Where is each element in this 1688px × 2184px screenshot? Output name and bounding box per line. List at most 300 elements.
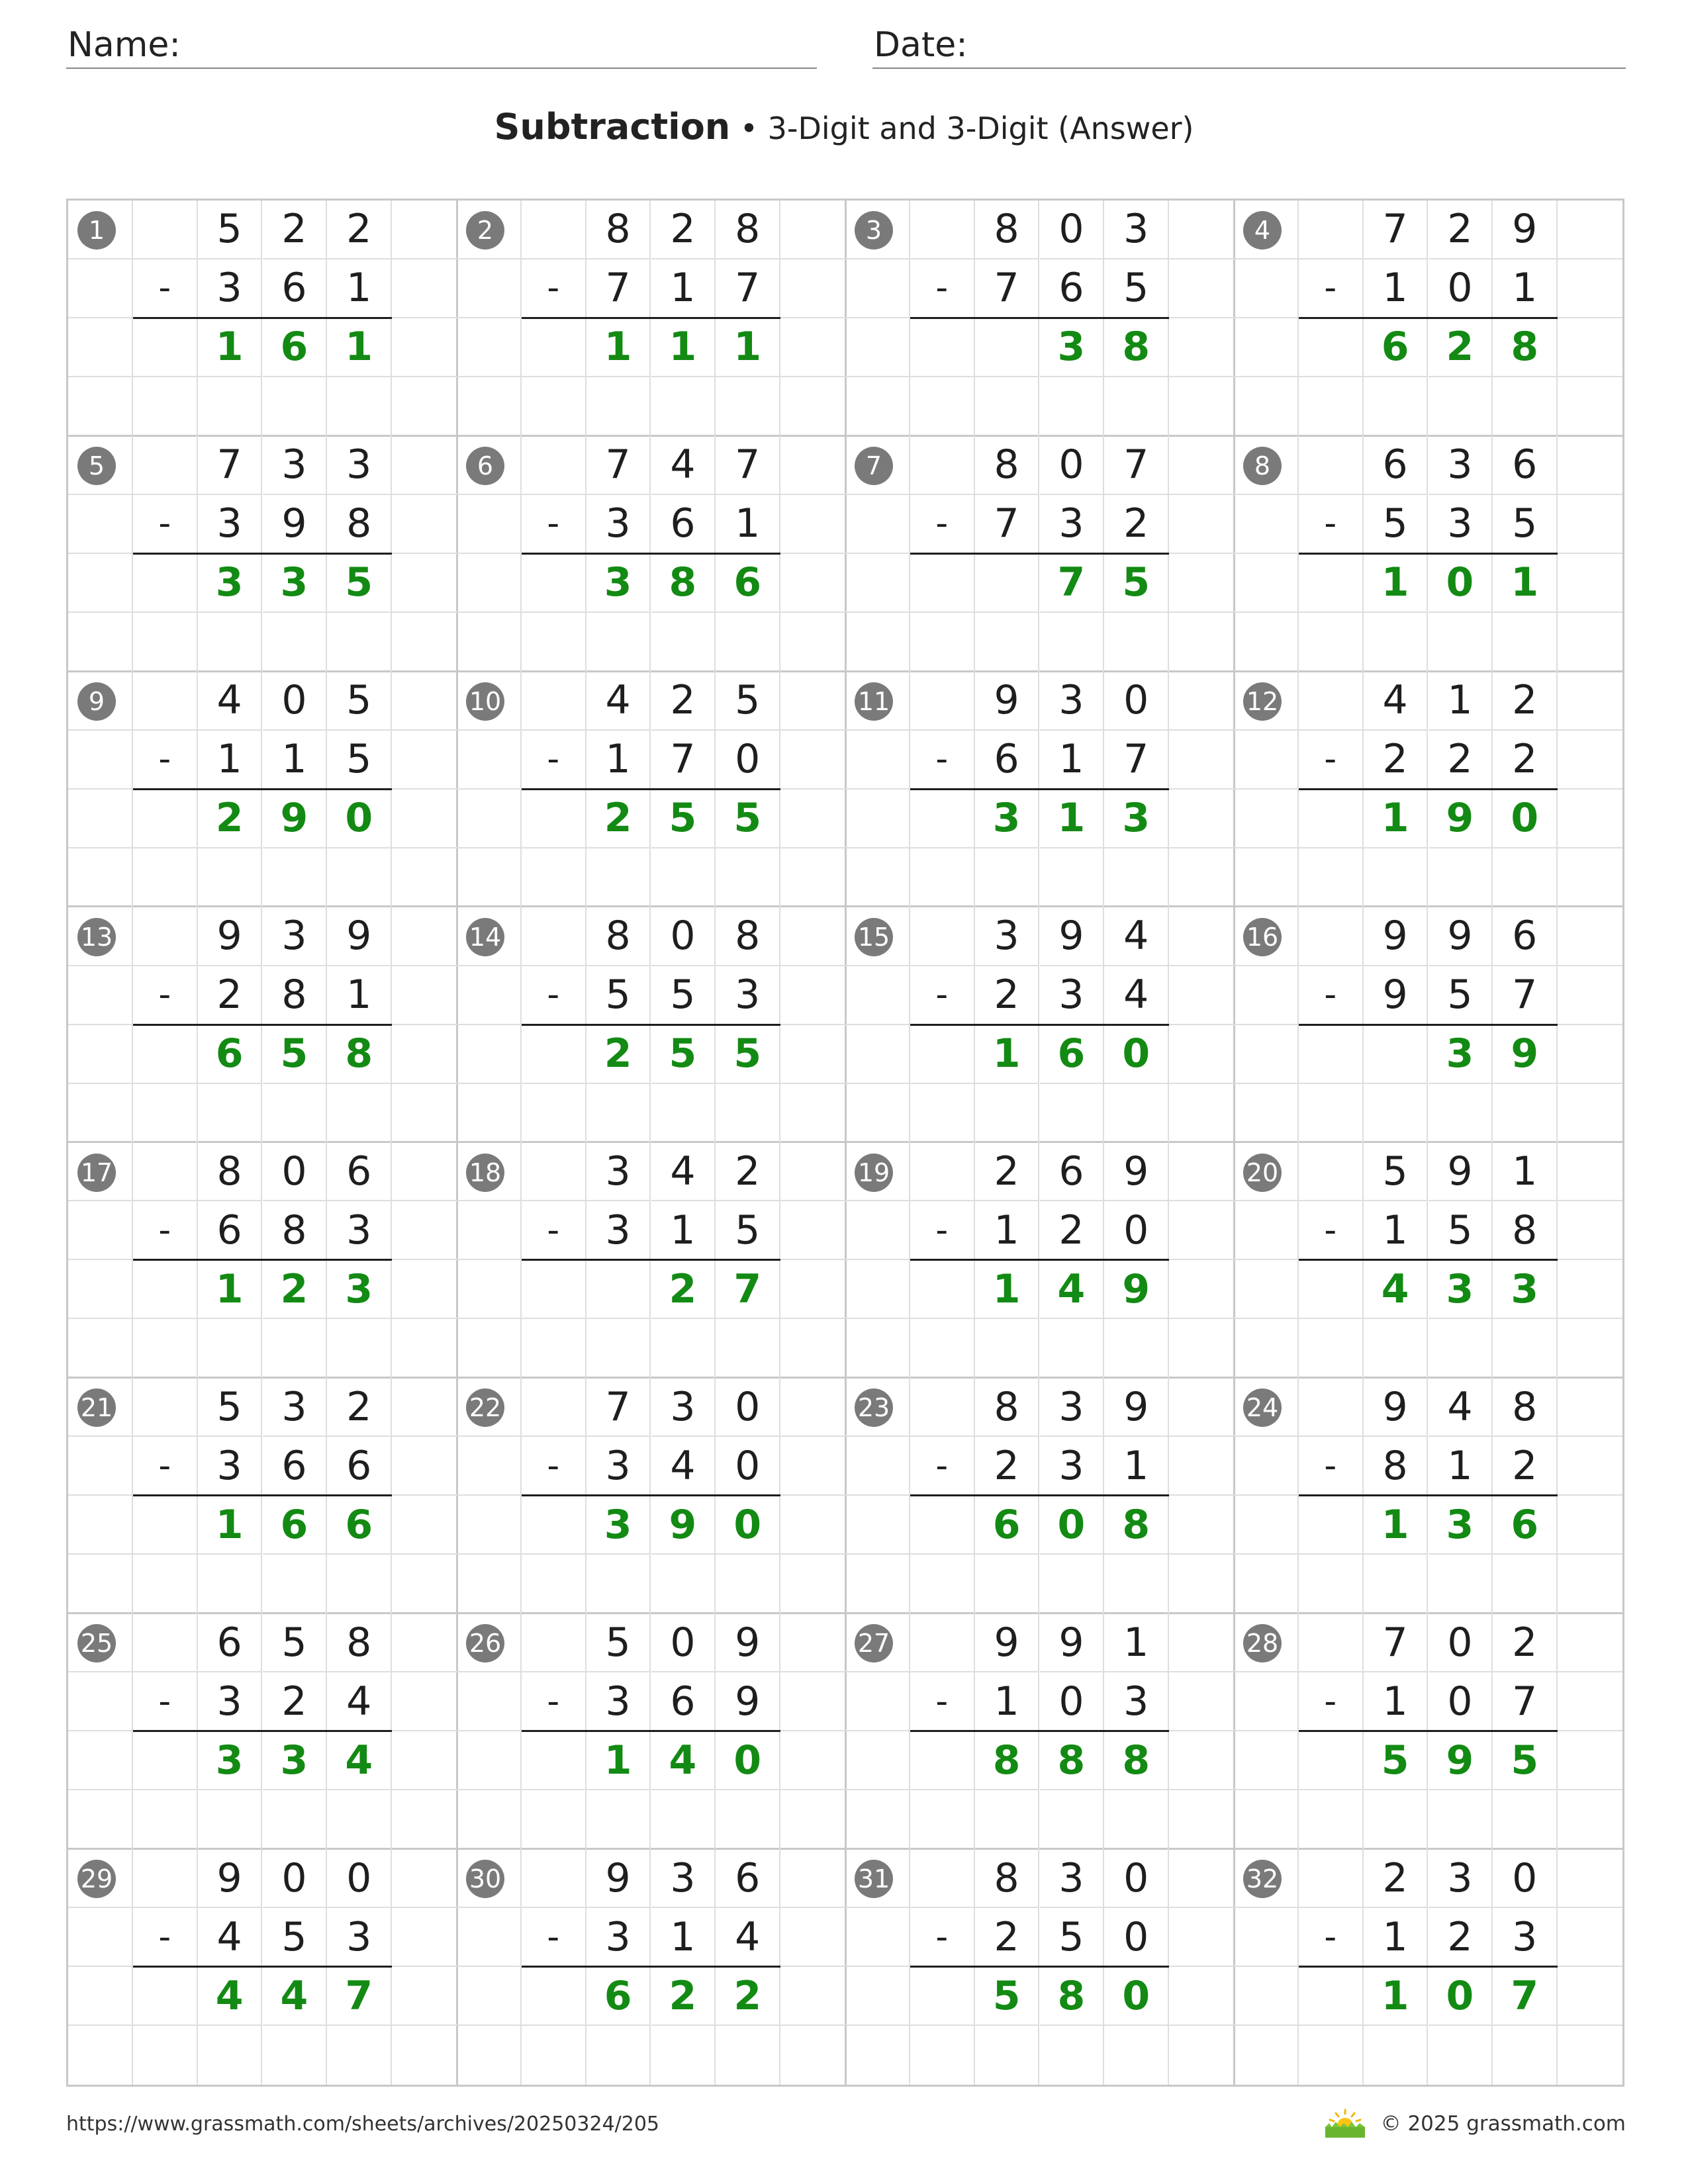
grid-cell <box>392 848 457 907</box>
answer-line <box>1299 1024 1558 1026</box>
bottom-digit: 1 <box>1364 259 1429 318</box>
grid-cell <box>133 1378 198 1437</box>
grid-cell <box>780 848 845 907</box>
top-digit: 2 <box>1493 1614 1558 1672</box>
grid-cell <box>392 1025 457 1084</box>
problem <box>68 1614 458 1850</box>
grid-cell <box>1364 1555 1429 1614</box>
grid-cell <box>780 201 845 259</box>
grid-cell <box>845 1790 910 1849</box>
grid-cell <box>133 613 198 672</box>
grid-cell <box>780 1849 845 1908</box>
top-digit: 1 <box>1429 672 1493 731</box>
grid-cell <box>780 731 845 790</box>
grid-cell <box>457 1319 522 1378</box>
grid-cell <box>133 1790 198 1849</box>
bottom-digit: 6 <box>975 731 1040 790</box>
grid-cell <box>1104 1555 1169 1614</box>
grid-cell <box>133 907 198 966</box>
top-digit: 4 <box>1104 907 1169 966</box>
grid-cell <box>1299 1967 1364 2026</box>
grid-cell <box>910 318 975 377</box>
top-digit: 7 <box>586 1378 651 1437</box>
grid-cell <box>1234 1201 1299 1260</box>
date-field[interactable] <box>872 24 1626 69</box>
problem-number-badge: 6 <box>466 447 504 485</box>
grid-cell <box>910 848 975 907</box>
grid-cell <box>1364 1084 1429 1143</box>
grid-cell <box>1429 613 1493 672</box>
top-digit: 2 <box>651 672 716 731</box>
grid-cell <box>1364 848 1429 907</box>
grid-cell <box>1299 1614 1364 1672</box>
grid-cell <box>522 1731 586 1790</box>
grid-cell <box>68 1260 133 1319</box>
grid-cell <box>1299 1260 1364 1319</box>
bottom-digit: 1 <box>327 966 392 1025</box>
answer-digit: 5 <box>651 1025 716 1084</box>
grid-cell <box>975 1555 1040 1614</box>
grid-cell <box>1234 318 1299 377</box>
grid-cell <box>1299 1790 1364 1849</box>
grid-cell <box>1493 1319 1558 1378</box>
grid-cell <box>133 1025 198 1084</box>
answer-digit: 3 <box>198 1731 263 1790</box>
bottom-digit: 3 <box>1429 495 1493 554</box>
grid-cell <box>1558 790 1622 848</box>
top-digit: 0 <box>651 1614 716 1672</box>
grid-cell <box>1169 1496 1234 1555</box>
grid-cell <box>1040 1084 1105 1143</box>
grid-cell <box>651 1319 716 1378</box>
top-digit: 9 <box>1429 1143 1493 1202</box>
grid-cell <box>845 613 910 672</box>
answer-digit: 9 <box>263 790 328 848</box>
grid-cell <box>845 1084 910 1143</box>
answer-digit: 2 <box>716 1967 780 2026</box>
bottom-digit: 7 <box>975 259 1040 318</box>
grid-cell <box>1558 1614 1622 1672</box>
grid-cell <box>392 554 457 613</box>
grid-cell <box>457 1555 522 1614</box>
grid-cell <box>392 1790 457 1849</box>
problem <box>845 672 1235 908</box>
top-digit: 2 <box>327 1378 392 1437</box>
top-digit: 0 <box>263 1849 328 1908</box>
top-digit: 1 <box>1104 1614 1169 1672</box>
top-digit: 0 <box>263 1143 328 1202</box>
grid-cell <box>68 554 133 613</box>
bottom-digit: 0 <box>1040 1672 1105 1731</box>
bottom-digit: 3 <box>586 1437 651 1496</box>
grid-cell <box>845 1731 910 1790</box>
answer-digit: 5 <box>1493 1731 1558 1790</box>
grid-cell <box>327 1084 392 1143</box>
problem-number-badge: 8 <box>1243 447 1282 485</box>
bottom-digit: 0 <box>716 1437 780 1496</box>
top-digit: 8 <box>716 907 780 966</box>
grid-cell <box>522 1260 586 1319</box>
answer-digit: 3 <box>586 554 651 613</box>
answer-digit: 9 <box>651 1496 716 1555</box>
top-digit: 8 <box>975 436 1040 495</box>
problem <box>845 1614 1235 1850</box>
problem <box>845 436 1235 672</box>
grid-cell <box>263 377 328 436</box>
grid-cell <box>780 1555 845 1614</box>
grid-cell <box>845 1555 910 1614</box>
answer-line <box>522 1494 780 1496</box>
grid-cell <box>845 1496 910 1555</box>
bottom-digit: 3 <box>1104 1672 1169 1731</box>
grid-cell <box>392 1143 457 1202</box>
name-field[interactable] <box>66 24 817 69</box>
grid-cell <box>1299 1849 1364 1908</box>
grid-cell <box>780 1260 845 1319</box>
grid-cell <box>1558 1143 1622 1202</box>
problem <box>457 1614 847 1850</box>
problem <box>68 1143 458 1379</box>
answer-digit: 2 <box>1429 318 1493 377</box>
bottom-digit: 2 <box>1040 1201 1105 1260</box>
bottom-digit: 5 <box>1429 1201 1493 1260</box>
minus-sign: - <box>910 1437 975 1496</box>
grid-cell <box>975 554 1040 613</box>
grid-cell <box>327 1555 392 1614</box>
grid-cell <box>68 495 133 554</box>
grid-cell <box>845 848 910 907</box>
answer-digit: 5 <box>1104 554 1169 613</box>
grid-cell <box>910 790 975 848</box>
grid-cell <box>910 436 975 495</box>
bottom-digit: 3 <box>1040 1437 1105 1496</box>
grid-cell <box>263 1555 328 1614</box>
problem <box>845 907 1235 1144</box>
answer-digit: 3 <box>1429 1260 1493 1319</box>
problem <box>68 1378 458 1614</box>
problem-number-badge: 16 <box>1243 918 1282 956</box>
grid-cell <box>133 1319 198 1378</box>
grid-cell <box>392 1731 457 1790</box>
grid-cell <box>392 1908 457 1967</box>
problem-grid <box>66 199 1624 2087</box>
answer-line <box>1299 788 1558 790</box>
bottom-digit: 1 <box>1429 1437 1493 1496</box>
minus-sign: - <box>133 1908 198 1967</box>
answer-digit: 1 <box>1364 1967 1429 2026</box>
grid-cell <box>68 1672 133 1731</box>
grid-cell <box>392 1084 457 1143</box>
top-digit: 9 <box>586 1849 651 1908</box>
grid-cell <box>327 1790 392 1849</box>
grid-cell <box>845 2026 910 2085</box>
answer-line <box>1299 1259 1558 1261</box>
top-digit: 9 <box>1104 1378 1169 1437</box>
grid-cell <box>392 672 457 731</box>
answer-digit: 1 <box>586 318 651 377</box>
grid-cell <box>133 318 198 377</box>
grid-cell <box>910 907 975 966</box>
problem-number-badge: 12 <box>1243 682 1282 721</box>
top-digit: 3 <box>1429 1849 1493 1908</box>
top-digit: 8 <box>716 201 780 259</box>
bottom-digit: 3 <box>586 1201 651 1260</box>
answer-line <box>1299 1730 1558 1732</box>
grid-cell <box>68 1496 133 1555</box>
bottom-digit: 3 <box>586 495 651 554</box>
minus-sign: - <box>522 259 586 318</box>
grid-cell <box>457 1260 522 1319</box>
bottom-digit: 6 <box>263 259 328 318</box>
grid-cell <box>263 848 328 907</box>
grid-cell <box>975 318 1040 377</box>
worksheet-title <box>0 106 1688 148</box>
bottom-digit: 6 <box>198 1201 263 1260</box>
bottom-digit: 8 <box>263 1201 328 1260</box>
top-digit: 0 <box>1429 1614 1493 1672</box>
grid-cell <box>392 790 457 848</box>
grid-cell <box>522 377 586 436</box>
top-digit: 5 <box>716 672 780 731</box>
problem <box>68 672 458 908</box>
grid-cell <box>1234 2026 1299 2085</box>
top-digit: 9 <box>1493 201 1558 259</box>
bottom-digit: 3 <box>1040 966 1105 1025</box>
answer-line <box>1299 1494 1558 1496</box>
problem-number-badge: 23 <box>855 1388 893 1427</box>
top-digit: 8 <box>586 201 651 259</box>
grid-cell <box>133 2026 198 2085</box>
bottom-digit: 2 <box>263 1672 328 1731</box>
answer-line <box>910 553 1169 555</box>
problem-number-badge: 11 <box>855 682 893 721</box>
bottom-digit: 5 <box>651 966 716 1025</box>
bottom-digit: 1 <box>651 1908 716 1967</box>
grid-cell <box>522 201 586 259</box>
grid-cell <box>392 1201 457 1260</box>
bottom-digit: 4 <box>327 1672 392 1731</box>
grid-cell <box>133 1260 198 1319</box>
grid-cell <box>1234 1790 1299 1849</box>
answer-digit: 2 <box>586 1025 651 1084</box>
grid-cell <box>845 554 910 613</box>
answer-line <box>910 1494 1169 1496</box>
problem <box>457 1849 847 2085</box>
answer-digit: 1 <box>1493 554 1558 613</box>
problem-number-badge: 32 <box>1243 1860 1282 1898</box>
grid-cell <box>1169 1672 1234 1731</box>
top-digit: 3 <box>1040 1378 1105 1437</box>
grid-cell <box>1169 1084 1234 1143</box>
bottom-digit: 7 <box>1493 966 1558 1025</box>
grid-cell <box>1299 318 1364 377</box>
top-digit: 3 <box>651 1849 716 1908</box>
grid-cell <box>1169 848 1234 907</box>
minus-sign: - <box>1299 1908 1364 1967</box>
grid-cell <box>1299 1496 1364 1555</box>
grid-cell <box>133 436 198 495</box>
bottom-digit: 3 <box>1493 1908 1558 1967</box>
grid-cell <box>1299 554 1364 613</box>
top-digit: 5 <box>198 1378 263 1437</box>
grid-cell <box>586 2026 651 2085</box>
problem-number-badge: 5 <box>77 447 116 485</box>
bottom-digit: 3 <box>1040 495 1105 554</box>
grid-cell <box>1104 377 1169 436</box>
problem-number-badge: 27 <box>855 1624 893 1662</box>
minus-sign: - <box>133 1437 198 1496</box>
grid-cell <box>1234 1731 1299 1790</box>
grid-cell <box>1169 1849 1234 1908</box>
minus-sign: - <box>133 731 198 790</box>
grid-cell <box>1558 259 1622 318</box>
grid-cell <box>780 1025 845 1084</box>
bottom-digit: 2 <box>1429 731 1493 790</box>
grid-cell <box>1558 1201 1622 1260</box>
grid-cell <box>910 1496 975 1555</box>
bottom-digit: 2 <box>975 1908 1040 1967</box>
grid-cell <box>1558 2026 1622 2085</box>
grid-cell <box>1040 1790 1105 1849</box>
grid-cell <box>392 1614 457 1672</box>
grid-cell <box>392 1378 457 1437</box>
top-digit: 4 <box>1429 1378 1493 1437</box>
answer-digit: 6 <box>1493 1496 1558 1555</box>
answer-digit: 7 <box>1040 554 1105 613</box>
grid-cell <box>68 259 133 318</box>
answer-digit: 6 <box>1040 1025 1105 1084</box>
grid-cell <box>522 613 586 672</box>
bottom-digit: 1 <box>1104 1437 1169 1496</box>
top-digit: 6 <box>1040 1143 1105 1202</box>
answer-line <box>1299 1966 1558 1968</box>
grid-cell <box>68 1319 133 1378</box>
problem <box>1234 201 1624 437</box>
answer-line <box>522 1730 780 1732</box>
answer-digit: 6 <box>586 1967 651 2026</box>
grid-cell <box>975 613 1040 672</box>
answer-digit: 1 <box>651 318 716 377</box>
grid-cell <box>716 2026 780 2085</box>
grid-cell <box>1169 377 1234 436</box>
top-digit: 3 <box>263 907 328 966</box>
grid-cell <box>1299 1731 1364 1790</box>
minus-sign: - <box>522 1908 586 1967</box>
grid-cell <box>780 966 845 1025</box>
grid-cell <box>392 1967 457 2026</box>
grid-cell <box>1558 1967 1622 2026</box>
grid-cell <box>1558 436 1622 495</box>
grid-cell <box>780 259 845 318</box>
grid-cell <box>716 848 780 907</box>
grid-cell <box>457 613 522 672</box>
answer-digit: 8 <box>1493 318 1558 377</box>
grid-cell <box>133 377 198 436</box>
problem-number-badge: 3 <box>855 211 893 250</box>
grid-cell <box>1558 495 1622 554</box>
problem <box>68 436 458 672</box>
grid-cell <box>1429 377 1493 436</box>
grid-cell <box>586 1260 651 1319</box>
grid-cell <box>1169 1790 1234 1849</box>
top-digit: 5 <box>327 672 392 731</box>
grid-cell <box>1104 1790 1169 1849</box>
grid-cell <box>1299 613 1364 672</box>
top-digit: 9 <box>327 907 392 966</box>
grid-cell <box>392 495 457 554</box>
grid-cell <box>457 848 522 907</box>
top-digit: 2 <box>716 1143 780 1202</box>
grid-cell <box>651 377 716 436</box>
grid-cell <box>780 907 845 966</box>
grid-cell <box>1558 848 1622 907</box>
grid-cell <box>392 436 457 495</box>
grid-cell <box>1558 377 1622 436</box>
grid-cell <box>780 1614 845 1672</box>
top-digit: 8 <box>975 1849 1040 1908</box>
answer-digit: 0 <box>1104 1967 1169 2026</box>
answer-digit: 1 <box>327 318 392 377</box>
grid-cell <box>1169 1025 1234 1084</box>
answer-digit: 8 <box>1104 1496 1169 1555</box>
footer-brand <box>1323 2109 1626 2139</box>
answer-digit: 1 <box>1364 790 1429 848</box>
problem <box>457 201 847 437</box>
grid-cell <box>392 1319 457 1378</box>
grid-cell <box>780 1790 845 1849</box>
answer-digit: 1 <box>198 1260 263 1319</box>
answer-line <box>1299 553 1558 555</box>
answer-line <box>133 1730 392 1732</box>
grid-cell <box>1234 1496 1299 1555</box>
grid-cell <box>845 495 910 554</box>
bottom-digit: 5 <box>1364 495 1429 554</box>
top-digit: 3 <box>975 907 1040 966</box>
grid-cell <box>780 672 845 731</box>
problem-number-badge: 14 <box>466 918 504 956</box>
answer-digit: 2 <box>586 790 651 848</box>
grid-cell <box>1169 201 1234 259</box>
grid-cell <box>522 1790 586 1849</box>
problem <box>68 907 458 1144</box>
grid-cell <box>1558 1378 1622 1437</box>
bottom-digit: 2 <box>1364 731 1429 790</box>
bottom-digit: 7 <box>1104 731 1169 790</box>
grid-cell <box>1169 495 1234 554</box>
grid-cell <box>1169 1614 1234 1672</box>
minus-sign: - <box>910 1672 975 1731</box>
bottom-digit: 5 <box>263 1908 328 1967</box>
minus-sign: - <box>1299 1672 1364 1731</box>
top-digit: 9 <box>716 1614 780 1672</box>
answer-line <box>522 1259 780 1261</box>
top-digit: 7 <box>198 436 263 495</box>
grid-cell <box>392 1849 457 1908</box>
bottom-digit: 1 <box>586 731 651 790</box>
grid-cell <box>651 613 716 672</box>
answer-digit: 3 <box>327 1260 392 1319</box>
minus-sign: - <box>133 966 198 1025</box>
answer-digit: 3 <box>1429 1025 1493 1084</box>
grid-cell <box>457 1025 522 1084</box>
bottom-digit: 5 <box>1104 259 1169 318</box>
grid-cell <box>1558 1496 1622 1555</box>
grid-cell <box>1234 848 1299 907</box>
top-digit: 6 <box>1493 907 1558 966</box>
grid-cell <box>780 790 845 848</box>
top-digit: 8 <box>1493 1378 1558 1437</box>
problem-number-badge: 31 <box>855 1860 893 1898</box>
